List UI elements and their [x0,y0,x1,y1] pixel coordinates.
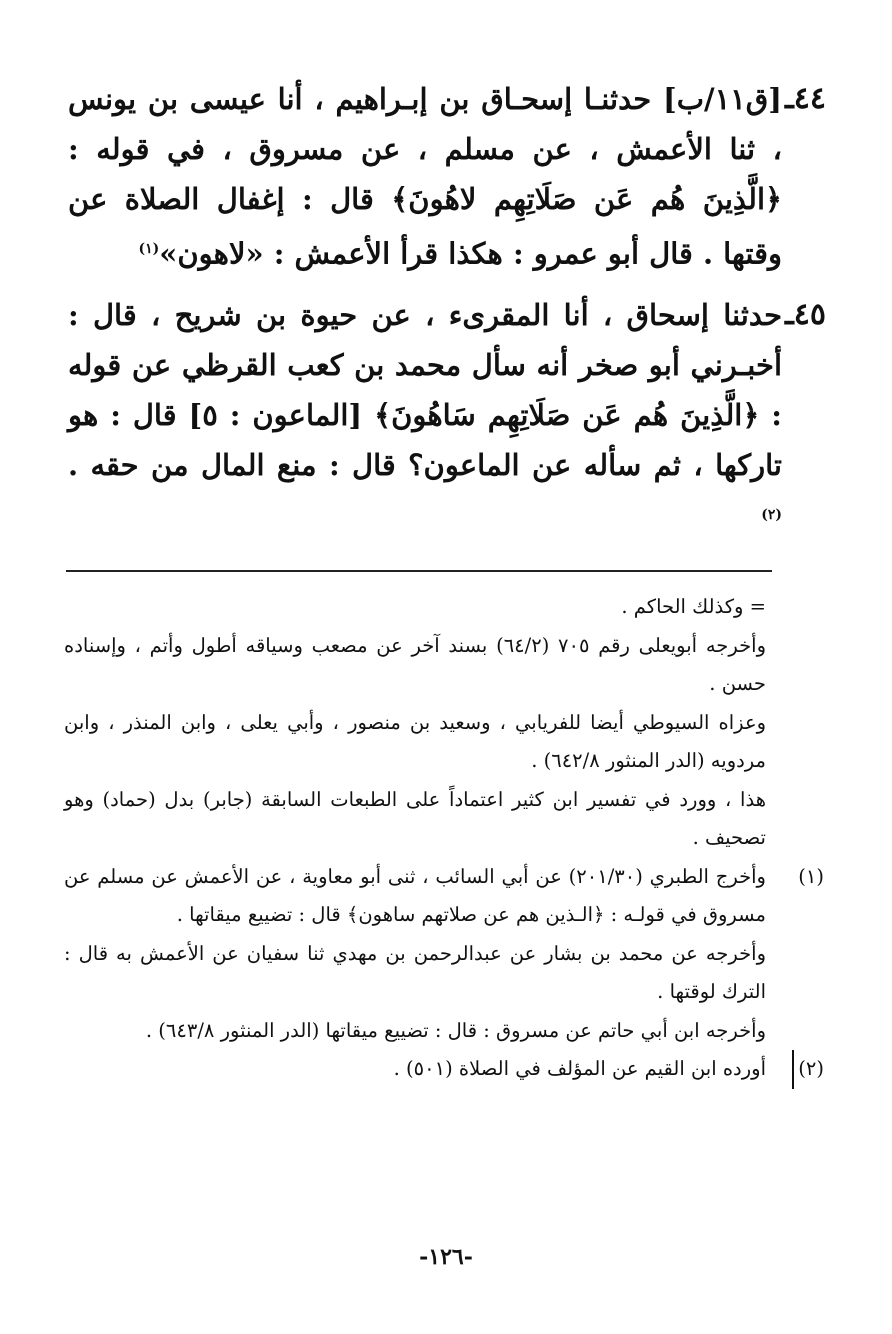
footnote-continued-line: = وكذلك الحاكم . [621,595,766,618]
hadith-text: [ق١١/ب] حدثنـا إسحـاق بن إبـراهيم ، أنا عيسى بن يونس ، ثنا الأعمش ، عن مسلم ، عن مسروق ، في قوله : ﴿الَّذِينَ هُم عَن صَلَاتِهِم لاهُونَ﴾ قال : إغفال الصلاة عن وقتها . قال أبو عمرو : هكذا قرأ الأعمش : «لاهون»$^{(١)}$ [68,82,782,271]
page-number: -١٢٦- [419,1244,473,1270]
footnote-continued-line: وأخرجه أبويعلى رقم ٧٠٥ (٦٤/٢) بسند آخر عن مصعب وسياقه أطول وأتم ، وإسناده حسن . [64,633,766,695]
footnote-1-paragraph: وأخرجه عن محمد بن بشار عن عبدالرحمن بن مهدي ثنا سفيان عن الأعمش به قال : الترك لوقتها . [64,941,766,1003]
hadith-number: ٤٤ـ [784,81,826,116]
footnote-1-text: وأخرج الطبري (٢٠١/٣٠) عن أبي السائب ، ثنى أبو معاوية ، عن الأعمش عن مسلم عن مسروق في قولـه : ﴿الـذين هم عن صلاتهم ساهون﴾ قال : تضييع ميقاتها . [64,864,766,926]
footnote-1-paragraph: وأخرجه ابن أبي حاتم عن مسروق : قال : تضييع ميقاتها (الدر المنثور ٦٤٣/٨) . [145,1018,766,1042]
hadith-number: ٤٥ـ [784,297,826,332]
footnote-1-mark: (١) [798,864,824,888]
footnote-separator [66,570,772,572]
footnote-2-mark: (٢) [792,1050,824,1089]
footnote-2-text: أورده ابن القيم عن المؤلف في الصلاة (٥٠١) . [393,1057,766,1080]
footnote-continued-line: هذا ، وورد في تفسير ابن كثير اعتماداً على الطبعات السابقة (جابر) بدل (حماد) وهو تصحيف . [64,787,766,849]
footnote-ref[interactable]: (٢) [761,507,782,523]
footnote-1 [64,858,824,935]
footnote-ref[interactable]: (١) [138,241,160,257]
footnote-2 [64,1050,824,1089]
footnotes-section [64,588,824,1089]
hadith-text: حدثنا إسحاق ، أنا المقرىء ، عن حيوة بن شريح ، قال : أخبـرني أبو صخر أنه سأل محمد بن كعب القرظي عن قوله : ﴿الَّذِينَ هُم عَن صَلَاتِهِم سَاهُونَ﴾ [الماعون : ٥] قال : هو تاركها ، ثم سأله عن الماعون؟ قال : منع المال من حقه . $^{(٢)}$ [68,298,782,523]
footnote-continued-line: وعزاه السيوطي أيضا للفريابي ، وسعيد بن منصور ، وأبي يعلى ، وابن المنذر ، وابن مردويه (الدر المنثور ٦٤٢/٨) . [64,710,766,772]
